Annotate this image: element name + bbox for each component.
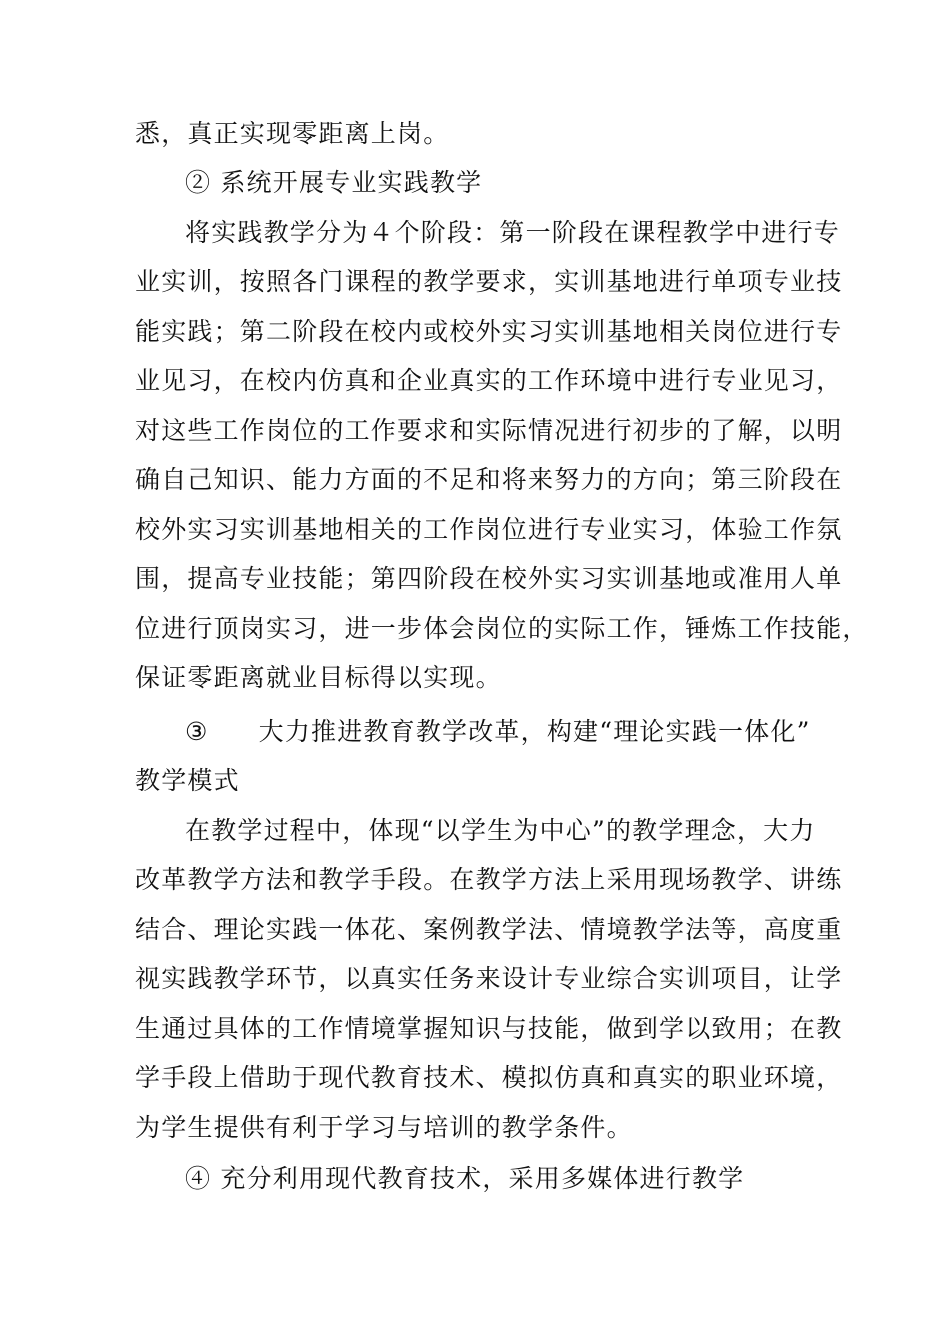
section-heading-4: ④ 充分利用现代教育技术，采用多媒体进行教学 [185,1164,745,1193]
section-number: ③ [185,717,209,746]
paragraph-line: 改革教学方法和教学手段。在教学方法上采用现场教学、讲练 [135,865,843,894]
paragraph-line: 位进行顶岗实习，进一步体会岗位的实际工作，锤炼工作技能， [135,614,869,643]
paragraph-line: 对这些工作岗位的工作要求和实际情况进行初步的了解，以明 [135,416,843,445]
paragraph-line: 视实践教学环节，以真实任务来设计专业综合实训项目，让学 [135,964,843,993]
section-heading-3 [185,717,811,747]
section-title-continued: 教学模式 [135,766,240,795]
paragraph-line: 在教学过程中，体现“以学生为中心”的教学理念，大力 [185,816,816,845]
section-heading-2: ② 系统开展专业实践教学 [185,168,483,197]
paragraph-line: 将实践教学分为４个阶段：第一阶段在课程教学中进行专 [185,218,841,247]
paragraph-line: 能实践；第二阶段在校内或校外实习实训基地相关岗位进行专 [135,317,843,346]
paragraph-line: 围，提高专业技能；第四阶段在校外实习实训基地或准用人单 [135,564,843,593]
paragraph-line: 学手段上借助于现代教育技术、模拟仿真和真实的职业环境， [135,1063,843,1092]
paragraph-line: 业见习，在校内仿真和企业真实的工作环境中进行专业见习， [135,366,843,395]
paragraph-line: 业实训，按照各门课程的教学要求，实训基地进行单项专业技 [135,267,843,296]
paragraph-line: 悉，真正实现零距离上岗。 [135,119,450,148]
paragraph-line: 为学生提供有利于学习与培训的教学条件。 [135,1113,633,1142]
section-title: 大力推进教育教学改革，构建“理论实践一体化” [258,717,811,746]
paragraph-line: 保证零距离就业目标得以实现。 [135,663,502,692]
paragraph-line: 生通过具体的工作情境掌握知识与技能，做到学以致用；在教 [135,1014,843,1043]
paragraph-line: 校外实习实训基地相关的工作岗位进行专业实习，体验工作氛 [135,515,843,544]
paragraph-line: 确自己知识、能力方面的不足和将来努力的方向；第三阶段在 [135,465,843,494]
paragraph-line: 结合、理论实践一体花、案例教学法、情境教学法等，高度重 [135,915,843,944]
